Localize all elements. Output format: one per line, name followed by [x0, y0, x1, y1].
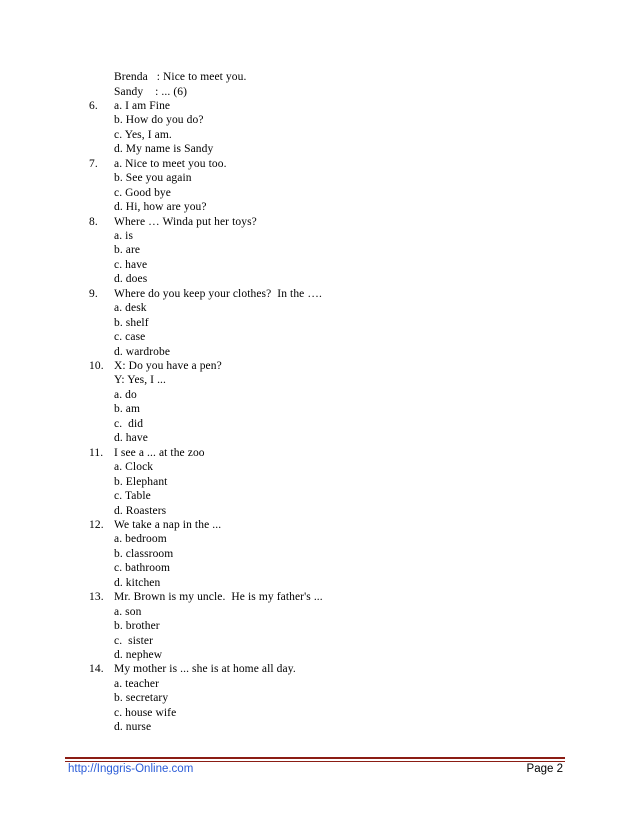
answer-option: Y: Yes, I ... [114, 374, 167, 387]
answer-option: d. kitchen [114, 576, 161, 589]
question-text: We take a nap in the ... [114, 518, 222, 531]
question-number: 13. [89, 591, 104, 604]
answer-option: d. nurse [114, 721, 152, 734]
answer-option: a. bedroom [114, 533, 167, 546]
answer-option: d. wardrobe [114, 345, 171, 358]
answer-option: c. Table [114, 490, 151, 503]
question-text: Where … Winda put her toys? [114, 215, 257, 228]
answer-option: c. bathroom [114, 562, 171, 575]
answer-option: c. did [114, 417, 144, 430]
question-number: 7. [89, 157, 98, 170]
answer-option: b. am [114, 403, 141, 416]
intro-line-sandy: Sandy : ... (6) [114, 86, 188, 99]
answer-option: c. have [114, 258, 148, 271]
question-text: a. Nice to meet you too. [114, 157, 227, 170]
answer-option: b. Elephant [114, 475, 168, 488]
footer-website-link[interactable]: http://Inggris-Online.com [68, 763, 194, 775]
answer-option: b. brother [114, 620, 160, 633]
answer-option: c. sister [114, 634, 154, 647]
answer-option: a. do [114, 388, 137, 401]
answer-option: a. is [114, 229, 134, 242]
question-text: I see a ... at the zoo [114, 446, 205, 459]
intro-line-brenda: Brenda : Nice to meet you. [114, 71, 247, 83]
question-text: Mr. Brown is my uncle. He is my father's ... [114, 591, 323, 604]
question-number: 12. [89, 518, 104, 531]
answer-option: b. are [114, 244, 141, 257]
answer-option: b. classroom [114, 547, 174, 560]
answer-option: c. case [114, 331, 146, 344]
answer-option: a. son [114, 605, 142, 618]
answer-option: c. Good bye [114, 186, 171, 199]
answer-option: b. shelf [114, 316, 149, 329]
question-number: 6. [89, 99, 98, 112]
answer-option: a. desk [114, 302, 147, 315]
answer-option: c. Yes, I am. [114, 128, 172, 141]
answer-option: c. house wife [114, 706, 177, 719]
answer-option: d. have [114, 432, 148, 445]
question-text: a. I am Fine [114, 99, 171, 112]
answer-option: d. nephew [114, 649, 163, 661]
answer-option: d. My name is Sandy [114, 143, 214, 156]
footer-divider-thin [65, 761, 565, 762]
answer-option: b. How do you do? [114, 114, 204, 127]
answer-option: a. teacher [114, 677, 160, 690]
answer-option: d. Roasters [114, 504, 167, 517]
question-number: 11. [89, 446, 104, 459]
question-text: Where do you keep your clothes? In the …. [114, 287, 322, 300]
question-number: 8. [89, 215, 98, 228]
question-text: X: Do you have a pen? [114, 360, 222, 372]
question-number: 14. [89, 663, 104, 676]
page-number: Page 2 [526, 763, 563, 775]
answer-option: a. Clock [114, 461, 154, 474]
question-text: My mother is ... she is at home all day. [114, 663, 296, 676]
answer-option: d. Hi, how are you? [114, 201, 207, 214]
answer-option: b. secretary [114, 692, 169, 705]
question-number: 10. [89, 360, 104, 372]
question-number: 9. [89, 287, 98, 300]
answer-option: d. does [114, 273, 148, 286]
answer-option: b. See you again [114, 172, 192, 185]
footer-divider [65, 757, 565, 759]
